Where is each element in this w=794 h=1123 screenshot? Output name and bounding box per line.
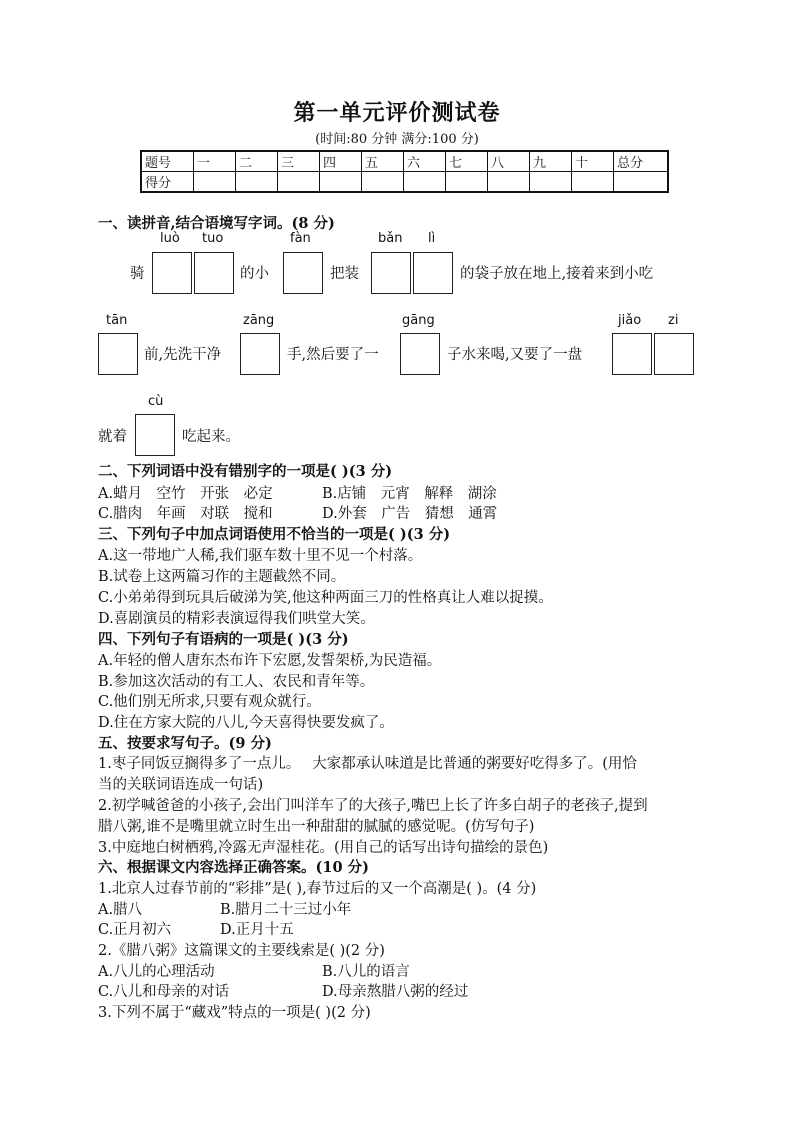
q5-item: 腊八粥,谁不是嘴里就立时生出一种甜甜的腻腻的感觉呢。(仿写句子) bbox=[98, 819, 535, 835]
answer-box[interactable] bbox=[98, 333, 138, 375]
q1-text: 手,然后要了一 bbox=[287, 347, 379, 363]
answer-box[interactable] bbox=[400, 333, 440, 375]
score-cell[interactable] bbox=[404, 172, 446, 193]
q2-heading: 二、下列词语中没有错别字的一项是( )(3 分) bbox=[98, 463, 393, 480]
answer-box[interactable] bbox=[240, 333, 280, 375]
q1-text: 吃起来。 bbox=[182, 429, 240, 445]
q1-text: 的小 bbox=[240, 266, 269, 282]
score-cell[interactable] bbox=[614, 172, 669, 193]
pinyin: jiǎo bbox=[618, 313, 642, 328]
score-col: 四 bbox=[320, 151, 362, 172]
score-col: 二 bbox=[236, 151, 278, 172]
q1-text: 的袋子放在地上,接着来到小吃 bbox=[460, 266, 654, 282]
pinyin: zi bbox=[668, 313, 679, 328]
q6-sub2-option-d[interactable]: D.母亲熬腊八粥的经过 bbox=[322, 984, 469, 1000]
q1-heading: 一、读拼音,结合语境写字词。(8 分) bbox=[98, 215, 335, 232]
score-cell[interactable] bbox=[194, 172, 236, 193]
pinyin: zāng bbox=[243, 313, 275, 328]
q4-heading: 四、下列句子有语病的一项是( )(3 分) bbox=[98, 631, 349, 648]
answer-box[interactable] bbox=[371, 252, 411, 294]
q6-sub2-option-c[interactable]: C.八儿和母亲的对话 bbox=[98, 984, 230, 1000]
q3-option-c[interactable]: C.小弟弟得到玩具后破涕为笑,他这种两面三刀的性格真让人难以捉摸。 bbox=[98, 590, 553, 606]
score-cell[interactable] bbox=[362, 172, 404, 193]
score-table bbox=[140, 150, 669, 193]
q6-sub2-option-a[interactable]: A.八儿的心理活动 bbox=[98, 964, 215, 980]
q4-option-b[interactable]: B.参加这次活动的有工人、农民和青年等。 bbox=[98, 674, 375, 690]
pinyin: tuo bbox=[202, 231, 224, 246]
pinyin: luò bbox=[160, 231, 180, 246]
q1-text: 子水来喝,又要了一盘 bbox=[447, 347, 583, 363]
q6-sub1: 1.北京人过春节前的“彩排”是( ),春节过后的又一个高潮是( )。(4 分) bbox=[98, 881, 537, 897]
answer-box[interactable] bbox=[135, 414, 175, 456]
pinyin: bǎn bbox=[378, 231, 403, 246]
score-cell[interactable] bbox=[530, 172, 572, 193]
pinyin: tān bbox=[106, 313, 128, 328]
q5-heading: 五、按要求写句子。(9 分) bbox=[98, 735, 272, 752]
score-table-label: 题号 bbox=[141, 151, 194, 172]
score-col: 五 bbox=[362, 151, 404, 172]
q2-option-c[interactable]: C.腊肉 年画 对联 搅和 bbox=[98, 506, 273, 522]
q1-text: 前,先洗干净 bbox=[144, 347, 222, 363]
score-cell[interactable] bbox=[320, 172, 362, 193]
q6-heading: 六、根据课文内容选择正确答案。(10 分) bbox=[98, 859, 369, 876]
score-col: 三 bbox=[278, 151, 320, 172]
score-cell[interactable] bbox=[572, 172, 614, 193]
q3-heading: 三、下列句子中加点词语使用不恰当的一项是( )(3 分) bbox=[98, 526, 451, 543]
pinyin: cù bbox=[148, 394, 164, 409]
score-col: 十 bbox=[572, 151, 614, 172]
score-cell[interactable] bbox=[236, 172, 278, 193]
score-col: 一 bbox=[194, 151, 236, 172]
q2-option-a[interactable]: A.蜡月 空竹 开张 必定 bbox=[98, 486, 273, 502]
pinyin: gāng bbox=[402, 313, 435, 328]
q1-text: 骑 bbox=[130, 266, 145, 282]
pinyin: fàn bbox=[290, 231, 311, 246]
score-table-header-row bbox=[141, 151, 668, 172]
q4-option-d[interactable]: D.住在方家大院的八儿,今天喜得快要发疯了。 bbox=[98, 715, 394, 731]
answer-box[interactable] bbox=[413, 252, 453, 294]
q6-sub2-option-b[interactable]: B.八儿的语言 bbox=[322, 964, 410, 980]
score-table-score-row bbox=[141, 172, 668, 193]
answer-box[interactable] bbox=[612, 333, 652, 375]
score-cell[interactable] bbox=[278, 172, 320, 193]
q1-text: 就着 bbox=[98, 429, 127, 445]
score-cell[interactable] bbox=[488, 172, 530, 193]
score-col: 七 bbox=[446, 151, 488, 172]
q6-sub2: 2.《腊八粥》这篇课文的主要线索是( )(2 分) bbox=[98, 943, 385, 959]
answer-box[interactable] bbox=[654, 333, 694, 375]
q3-option-b[interactable]: B.试卷上这两篇习作的主题截然不同。 bbox=[98, 569, 346, 585]
pinyin: lì bbox=[428, 231, 436, 246]
q5-item: 当的关联词语连成一句话) bbox=[98, 777, 264, 793]
score-col: 八 bbox=[488, 151, 530, 172]
q1-text: 把装 bbox=[330, 266, 359, 282]
score-col: 六 bbox=[404, 151, 446, 172]
score-row-label: 得分 bbox=[141, 172, 194, 193]
score-cell[interactable] bbox=[446, 172, 488, 193]
q4-option-c[interactable]: C.他们别无所求,只要有观众就行。 bbox=[98, 694, 321, 710]
score-col: 九 bbox=[530, 151, 572, 172]
q3-option-a[interactable]: A.这一带地广人稀,我们驱车数十里不见一个村落。 bbox=[98, 548, 423, 564]
q4-option-a[interactable]: A.年轻的僧人唐东杰布许下宏愿,发誓架桥,为民造福。 bbox=[98, 653, 442, 669]
q6-sub1-option-c[interactable]: C.正月初六 bbox=[98, 922, 172, 938]
answer-box[interactable] bbox=[194, 252, 234, 294]
score-total-label: 总分 bbox=[614, 151, 669, 172]
q2-option-b[interactable]: B.店铺 元宵 解释 湖涂 bbox=[322, 486, 497, 502]
q5-item: 3.中庭地白树栖鸦,冷露无声湿桂花。(用自己的话写出诗句描绘的景色) bbox=[98, 840, 549, 856]
q3-option-d[interactable]: D.喜剧演员的精彩表演逗得我们哄堂大笑。 bbox=[98, 611, 375, 627]
exam-info: (时间:80 分钟 满分:100 分) bbox=[315, 132, 479, 147]
answer-box[interactable] bbox=[283, 252, 323, 294]
q5-item: 2.初学喊爸爸的小孩子,会出门叫洋车了的大孩子,嘴巴上长了许多白胡子的老孩子,提到 bbox=[98, 798, 648, 814]
q6-sub1-option-a[interactable]: A.腊八 bbox=[98, 902, 143, 918]
q6-sub3: 3.下列不属于“藏戏”特点的一项是( )(2 分) bbox=[98, 1005, 371, 1021]
q2-option-d[interactable]: D.外套 广告 猜想 通霄 bbox=[322, 506, 498, 522]
q6-sub1-option-b[interactable]: B.腊月二十三过小年 bbox=[220, 902, 352, 918]
q5-item: 1.枣子同饭豆搁得多了一点儿。 大家都承认味道是比普通的粥要好吃得多了。(用恰 bbox=[98, 756, 637, 772]
answer-box[interactable] bbox=[152, 252, 192, 294]
page-title: 第一单元评价测试卷 bbox=[293, 100, 501, 126]
q6-sub1-option-d[interactable]: D.正月十五 bbox=[220, 922, 294, 938]
